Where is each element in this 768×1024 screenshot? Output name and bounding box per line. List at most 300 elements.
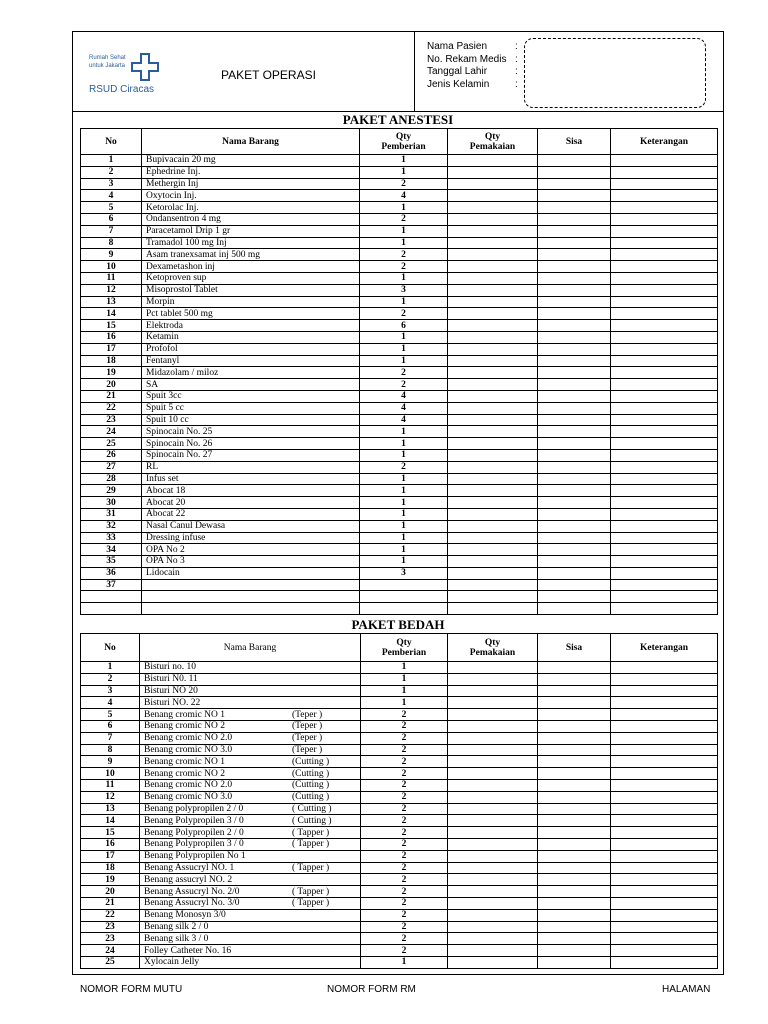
row-qty-pemakaian: [448, 449, 538, 461]
table-row: [81, 438, 718, 450]
row-qty-pemberian: 1: [360, 155, 448, 167]
row-nama-barang: [140, 815, 361, 827]
row-qty-pemakaian: [448, 591, 538, 603]
row-qty-pemberian: 1: [360, 237, 448, 249]
row-qty-pemakaian: [448, 202, 538, 214]
row-keterangan: [611, 367, 718, 379]
row-qty-pemakaian: [448, 850, 538, 862]
row-qty-pemberian: 1: [360, 449, 448, 461]
item-name: Benang cromic NO 1: [144, 756, 225, 767]
col-nama-barang: Nama Barang: [140, 634, 361, 662]
row-no: 12: [81, 791, 140, 803]
row-no: 4: [81, 697, 140, 709]
row-keterangan: [611, 178, 718, 190]
birth-date-field: Tanggal Lahir :: [427, 66, 518, 77]
row-qty-pemakaian: [448, 898, 538, 910]
row-nama-barang: Dressing infuse: [142, 532, 360, 544]
row-no: 7: [81, 225, 142, 237]
row-qty-pemberian: 2: [361, 827, 448, 839]
row-keterangan: [611, 839, 718, 851]
table-row: [81, 685, 718, 697]
item-name: Benang cromic NO 3.0: [144, 792, 233, 803]
table-row: [81, 603, 718, 615]
table-row: [81, 414, 718, 426]
row-qty-pemakaian: [448, 272, 538, 284]
row-sisa: [538, 497, 611, 509]
row-nama-barang: [140, 732, 361, 744]
row-sisa: [538, 839, 611, 851]
medical-record-field: No. Rekam Medis :: [427, 53, 518, 65]
row-nama-barang: [140, 945, 361, 957]
item-name: Bisturi no. 10: [144, 662, 196, 673]
col-no: No: [81, 129, 142, 155]
row-nama-barang: Methergin Inj: [142, 178, 360, 190]
row-nama-barang: Bupivacain 20 mg: [142, 155, 360, 167]
row-no: 9: [81, 756, 140, 768]
row-qty-pemberian: 2: [361, 803, 448, 815]
row-sisa: [538, 850, 611, 862]
row-qty-pemakaian: [448, 178, 538, 190]
row-nama-barang: Oxytocin Inj.: [142, 190, 360, 202]
table-row: [81, 532, 718, 544]
item-name: Benang cromic NO 3.0: [144, 745, 233, 756]
row-no: 21: [81, 898, 140, 910]
row-qty-pemberian: 2: [361, 850, 448, 862]
row-sisa: [538, 886, 611, 898]
row-qty-pemberian: 2: [361, 933, 448, 945]
row-nama-barang: Ketorolac Inj.: [142, 202, 360, 214]
row-no: 1: [81, 662, 140, 674]
row-qty-pemberian: 1: [360, 485, 448, 497]
row-qty-pemberian: 2: [360, 261, 448, 273]
row-keterangan: [611, 497, 718, 509]
row-keterangan: [611, 166, 718, 178]
table-row: [81, 933, 718, 945]
table-row: [81, 957, 718, 969]
row-sisa: [538, 461, 611, 473]
row-no: 22: [81, 402, 142, 414]
row-nama-barang: Pct tablet 500 mg: [142, 308, 360, 320]
item-needle-type: ( Tapper ): [292, 839, 330, 850]
row-keterangan: [611, 556, 718, 568]
row-keterangan: [611, 768, 718, 780]
row-qty-pemakaian: [448, 532, 538, 544]
row-sisa: [538, 815, 611, 827]
row-qty-pemberian: 1: [360, 520, 448, 532]
hospital-name: RSUD Ciracas: [89, 84, 155, 95]
row-qty-pemakaian: [448, 461, 538, 473]
row-no: 20: [81, 379, 142, 391]
row-qty-pemberian: 1: [361, 697, 448, 709]
form-title: PAKET OPERASI: [221, 68, 316, 82]
row-qty-pemberian: 2: [361, 862, 448, 874]
row-no: 23: [81, 921, 140, 933]
row-sisa: [538, 791, 611, 803]
row-keterangan: [611, 249, 718, 261]
row-sisa: [538, 485, 611, 497]
row-sisa: [538, 520, 611, 532]
row-keterangan: [611, 508, 718, 520]
row-keterangan: [611, 520, 718, 532]
row-qty-pemberian: 3: [360, 284, 448, 296]
row-qty-pemberian: 2: [361, 780, 448, 792]
form-page: [72, 31, 724, 975]
row-qty-pemakaian: [448, 166, 538, 178]
table-row: [81, 379, 718, 391]
row-no: 19: [81, 367, 142, 379]
row-no: 37: [81, 579, 142, 591]
row-nama-barang: RL: [142, 461, 360, 473]
row-keterangan: [611, 355, 718, 367]
row-sisa: [538, 780, 611, 792]
row-qty-pemakaian: [448, 473, 538, 485]
row-nama-barang: Fentanyl: [142, 355, 360, 367]
row-qty-pemberian: 2: [361, 721, 448, 733]
row-keterangan: [611, 237, 718, 249]
row-qty-pemberian: 1: [360, 544, 448, 556]
row-nama-barang: [140, 921, 361, 933]
row-nama-barang: [140, 898, 361, 910]
item-needle-type: ( Tapper ): [292, 827, 330, 838]
row-nama-barang: OPA No 3: [142, 556, 360, 568]
item-name: Benang assucryl NO. 2: [144, 874, 233, 885]
row-sisa: [538, 261, 611, 273]
row-sisa: [538, 709, 611, 721]
row-no: 11: [81, 272, 142, 284]
row-keterangan: [611, 426, 718, 438]
row-qty-pemberian: 1: [360, 296, 448, 308]
row-sisa: [538, 957, 611, 969]
table-row: [81, 449, 718, 461]
row-qty-pemberian: 2: [360, 213, 448, 225]
row-keterangan: [611, 756, 718, 768]
row-keterangan: [611, 827, 718, 839]
row-sisa: [538, 556, 611, 568]
table-row: [81, 508, 718, 520]
row-qty-pemberian: 2: [361, 791, 448, 803]
item-name: Benang silk 3 / 0: [144, 933, 209, 944]
row-sisa: [538, 438, 611, 450]
row-nama-barang: [140, 709, 361, 721]
table-row: [81, 520, 718, 532]
table-row: [81, 166, 718, 178]
row-qty-pemberian: 2: [361, 732, 448, 744]
row-keterangan: [611, 732, 718, 744]
row-sisa: [538, 732, 611, 744]
row-qty-pemberian: [360, 579, 448, 591]
row-qty-pemberian: 2: [361, 909, 448, 921]
row-qty-pemberian: 1: [360, 532, 448, 544]
row-nama-barang: [140, 685, 361, 697]
row-sisa: [538, 343, 611, 355]
table-row: [81, 662, 718, 674]
table-row: [81, 461, 718, 473]
row-qty-pemakaian: [448, 320, 538, 332]
table-row: [81, 591, 718, 603]
row-qty-pemberian: 1: [360, 225, 448, 237]
row-no: 14: [81, 815, 140, 827]
row-sisa: [538, 449, 611, 461]
item-needle-type: (Cutting ): [292, 780, 330, 791]
row-qty-pemakaian: [448, 237, 538, 249]
row-sisa: [538, 898, 611, 910]
item-name: Benang Polypropilen No 1: [144, 851, 246, 862]
row-qty-pemakaian: [448, 827, 538, 839]
patient-sticker-box: [524, 38, 706, 108]
surgery-rows: [81, 662, 718, 969]
surgery-section-title: PAKET BEDAH: [351, 617, 445, 633]
table-row: [81, 780, 718, 792]
row-keterangan: [611, 390, 718, 402]
item-name: Benang cromic NO 2: [144, 721, 225, 732]
row-qty-pemakaian: [448, 567, 538, 579]
row-no: 8: [81, 744, 140, 756]
row-qty-pemakaian: [448, 756, 538, 768]
row-nama-barang: Spinocain No. 27: [142, 449, 360, 461]
table-row: [81, 945, 718, 957]
row-no: 29: [81, 485, 142, 497]
row-keterangan: [611, 721, 718, 733]
row-qty-pemakaian: [448, 390, 538, 402]
row-nama-barang: Ketoproven sup: [142, 272, 360, 284]
row-no: 30: [81, 497, 142, 509]
row-qty-pemakaian: [448, 744, 538, 756]
table-row: [81, 768, 718, 780]
row-qty-pemberian: 2: [360, 178, 448, 190]
row-qty-pemakaian: [448, 556, 538, 568]
row-qty-pemakaian: [448, 791, 538, 803]
row-no: 11: [81, 780, 140, 792]
row-nama-barang: Abocat 18: [142, 485, 360, 497]
row-keterangan: [611, 744, 718, 756]
row-qty-pemakaian: [448, 803, 538, 815]
col-nama-barang: Nama Barang: [142, 129, 360, 155]
row-sisa: [538, 202, 611, 214]
row-qty-pemberian: 2: [361, 768, 448, 780]
row-qty-pemberian: 1: [360, 331, 448, 343]
row-qty-pemakaian: [448, 284, 538, 296]
row-keterangan: [611, 225, 718, 237]
row-qty-pemakaian: [448, 780, 538, 792]
row-qty-pemakaian: [448, 225, 538, 237]
row-qty-pemberian: 2: [361, 839, 448, 851]
table-row: [81, 367, 718, 379]
row-no: 15: [81, 827, 140, 839]
row-keterangan: [611, 449, 718, 461]
row-keterangan: [611, 202, 718, 214]
row-keterangan: [611, 379, 718, 391]
row-qty-pemakaian: [448, 308, 538, 320]
table-row: [81, 886, 718, 898]
row-sisa: [538, 190, 611, 202]
row-no: 18: [81, 355, 142, 367]
row-qty-pemberian: 2: [361, 744, 448, 756]
col-qty-pemberian: Qty Pemberian: [360, 129, 448, 155]
row-keterangan: [611, 697, 718, 709]
row-sisa: [538, 567, 611, 579]
row-sisa: [538, 697, 611, 709]
table-row: [81, 567, 718, 579]
row-no: 23: [81, 933, 140, 945]
row-nama-barang: [142, 579, 360, 591]
item-name: Benang silk 2 / 0: [144, 922, 209, 932]
row-nama-barang: Ephedrine Inj.: [142, 166, 360, 178]
table-row: [81, 237, 718, 249]
row-qty-pemberian: 2: [361, 898, 448, 910]
row-qty-pemberian: 1: [360, 343, 448, 355]
item-needle-type: (Teper ): [292, 709, 323, 720]
table-row: [81, 320, 718, 332]
item-name: Benang Polypropilen 2 / 0: [144, 827, 244, 838]
row-qty-pemberian: 1: [361, 662, 448, 674]
row-nama-barang: Asam tranexsamat inj 500 mg: [142, 249, 360, 261]
row-nama-barang: Spuit 5 cc: [142, 402, 360, 414]
row-keterangan: [611, 485, 718, 497]
row-no: [81, 603, 142, 615]
row-nama-barang: [140, 909, 361, 921]
table-row: [81, 178, 718, 190]
row-no: 23: [81, 414, 142, 426]
table-row: [81, 308, 718, 320]
row-sisa: [538, 862, 611, 874]
table-row: [81, 862, 718, 874]
col-keterangan: Keterangan: [611, 129, 718, 155]
row-nama-barang: Lidocain: [142, 567, 360, 579]
row-sisa: [538, 473, 611, 485]
row-no: 25: [81, 957, 140, 969]
row-no: 5: [81, 709, 140, 721]
row-sisa: [538, 603, 611, 615]
row-qty-pemakaian: [448, 367, 538, 379]
row-sisa: [538, 921, 611, 933]
row-sisa: [538, 591, 611, 603]
row-keterangan: [611, 933, 718, 945]
row-qty-pemakaian: [448, 379, 538, 391]
row-qty-pemakaian: [448, 261, 538, 273]
row-sisa: [538, 414, 611, 426]
row-nama-barang: [142, 591, 360, 603]
row-sisa: [538, 355, 611, 367]
row-qty-pemakaian: [448, 485, 538, 497]
row-qty-pemakaian: [448, 886, 538, 898]
row-qty-pemakaian: [448, 544, 538, 556]
table-row: [81, 485, 718, 497]
row-sisa: [538, 827, 611, 839]
item-name: Folley Catheter No. 16: [144, 945, 232, 956]
row-sisa: [538, 909, 611, 921]
table-row: [81, 874, 718, 886]
row-sisa: [538, 532, 611, 544]
row-no: 28: [81, 473, 142, 485]
row-no: 22: [81, 909, 140, 921]
row-nama-barang: Spuit 10 cc: [142, 414, 360, 426]
row-no: 13: [81, 803, 140, 815]
row-qty-pemakaian: [448, 343, 538, 355]
item-name: Bisturi NO 20: [144, 686, 198, 697]
row-no: 20: [81, 886, 140, 898]
row-no: 33: [81, 532, 142, 544]
row-sisa: [538, 166, 611, 178]
row-nama-barang: Dexametashon inj: [142, 261, 360, 273]
row-nama-barang: Spinocain No. 25: [142, 426, 360, 438]
row-qty-pemberian: 1: [360, 202, 448, 214]
row-keterangan: [611, 957, 718, 969]
row-keterangan: [611, 461, 718, 473]
item-name: Benang Assucryl NO. 1: [144, 863, 235, 874]
row-nama-barang: Tramadol 100 mg Inj: [142, 237, 360, 249]
row-qty-pemakaian: [448, 579, 538, 591]
row-sisa: [538, 249, 611, 261]
row-keterangan: [611, 662, 718, 674]
row-qty-pemberian: 2: [361, 945, 448, 957]
row-nama-barang: [140, 744, 361, 756]
row-keterangan: [611, 438, 718, 450]
row-qty-pemberian: 2: [361, 886, 448, 898]
row-keterangan: [611, 296, 718, 308]
row-sisa: [538, 721, 611, 733]
table-row: [81, 839, 718, 851]
header-divider: [414, 32, 415, 112]
row-sisa: [538, 155, 611, 167]
row-qty-pemakaian: [448, 874, 538, 886]
row-sisa: [538, 296, 611, 308]
row-keterangan: [611, 544, 718, 556]
row-qty-pemberian: 1: [361, 685, 448, 697]
row-qty-pemberian: 1: [361, 673, 448, 685]
table-row: [81, 556, 718, 568]
row-qty-pemberian: 2: [361, 756, 448, 768]
row-keterangan: [611, 709, 718, 721]
row-qty-pemakaian: [448, 213, 538, 225]
row-qty-pemakaian: [448, 709, 538, 721]
row-sisa: [538, 803, 611, 815]
row-keterangan: [611, 155, 718, 167]
row-qty-pemberian: 2: [360, 367, 448, 379]
row-no: 1: [81, 155, 142, 167]
row-qty-pemakaian: [448, 249, 538, 261]
row-nama-barang: [140, 839, 361, 851]
table-row: [81, 579, 718, 591]
item-name: Benang cromic NO 2.0: [144, 733, 233, 744]
item-name: Benang Assucryl No. 2/0: [144, 886, 240, 897]
row-no: 9: [81, 249, 142, 261]
row-sisa: [538, 874, 611, 886]
row-sisa: [538, 744, 611, 756]
row-no: 5: [81, 202, 142, 214]
row-qty-pemberian: 4: [360, 190, 448, 202]
row-qty-pemberian: 2: [361, 921, 448, 933]
row-sisa: [538, 662, 611, 674]
item-needle-type: (Teper ): [292, 733, 323, 744]
row-nama-barang: Abocat 22: [142, 508, 360, 520]
row-nama-barang: Nasal Canul Dewasa: [142, 520, 360, 532]
row-nama-barang: Morpin: [142, 296, 360, 308]
row-nama-barang: [140, 756, 361, 768]
row-no: 25: [81, 438, 142, 450]
table-row: [81, 284, 718, 296]
row-sisa: [538, 508, 611, 520]
row-keterangan: [611, 402, 718, 414]
table-row: [81, 190, 718, 202]
patient-fields: [427, 41, 523, 91]
row-qty-pemakaian: [448, 685, 538, 697]
row-keterangan: [611, 213, 718, 225]
row-nama-barang: [140, 850, 361, 862]
table-row: [81, 756, 718, 768]
row-keterangan: [611, 343, 718, 355]
row-nama-barang: [140, 662, 361, 674]
row-keterangan: [611, 803, 718, 815]
